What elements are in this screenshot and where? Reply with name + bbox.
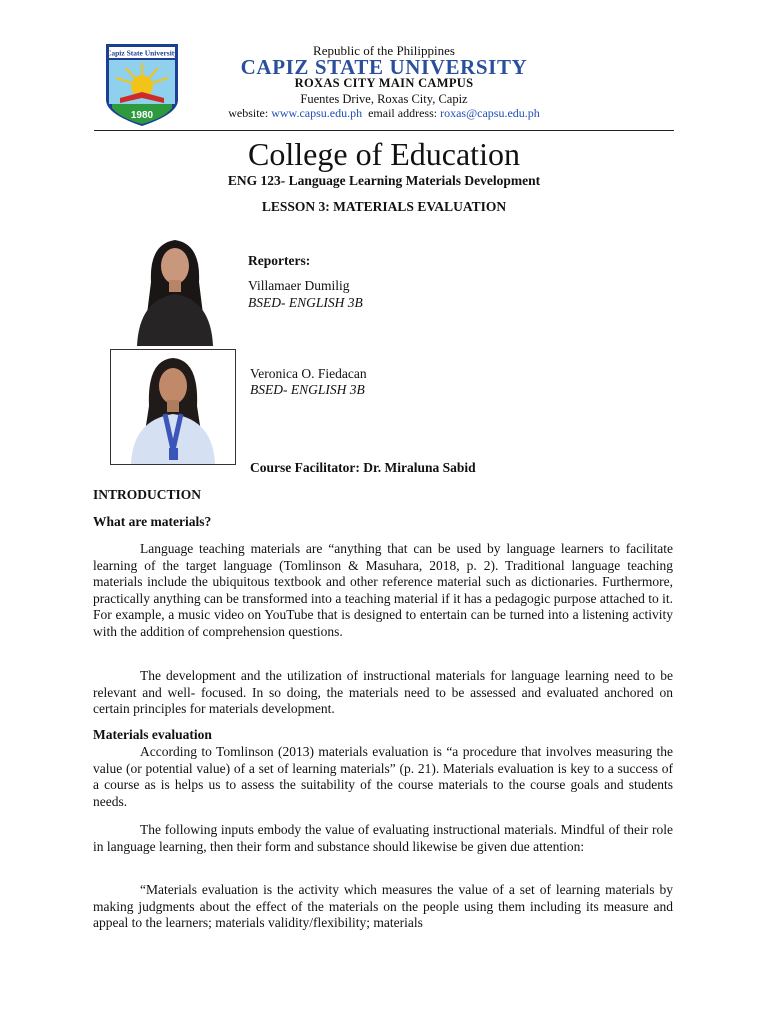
logo-year: 1980 [130, 110, 154, 121]
reporters-heading: Reporters: [248, 253, 311, 268]
reporter-1-name: Villamaer Dumilig [248, 278, 350, 293]
paragraph-inputs: The following inputs embody the value of evaluating instructional materials. Mindful of their role in language learning, then their form and substance should likewise be given due attention: [93, 822, 673, 854]
website-link[interactable]: www.capsu.edu.ph [271, 106, 363, 120]
reporter-2-name: Veronica O. Fiedacan [250, 366, 367, 381]
logo-text: Capiz State University [105, 48, 179, 58]
reporter-photo-2 [110, 349, 236, 465]
course-title: ENG 123- Language Learning Materials Development [227, 173, 541, 188]
campus-name: ROXAS CITY MAIN CAMPUS [294, 76, 474, 90]
paragraph-tomlinson: According to Tomlinson (2013) materials evaluation is “a procedure that involves measuring the value (or potential value) of a set of learning materials” (p. 21). Materials evaluation is key to a success of a course as is helps us to assess the suitability of the course materials to the course goals and students needs. [93, 744, 673, 809]
reporter-1-program: BSED- ENGLISH 3B [248, 295, 363, 310]
introduction-heading: INTRODUCTION [93, 487, 202, 502]
header-divider [94, 130, 674, 131]
contact-line [200, 106, 568, 121]
paragraph-materials-definition: Language teaching materials are “anything that can be used by language learners to facilitate learning of the target language (Tomlinson & Masuhara, 2018, p. 2). Traditional language teaching materials include the ubiquitous textbook and other reference material such as dictionaries. Furthermore, practically anything can be transformed into a teaching material if it has a pedagogic purpose attached to it. For example, a music video on YouTube that is designed to entertain can be turned into a listening activity with the addition of comprehension questions. [93, 541, 673, 639]
website-label: website: [228, 106, 272, 120]
university-name: CAPIZ STATE UNIVERSITY [240, 55, 528, 79]
paragraph-quote: “Materials evaluation is the activity which measures the value of a set of learning materials by making judgments about the effect of the materials on the people using them including its measure and appeal to the learners; materials validity/flexibility; materials [93, 882, 673, 930]
course-facilitator: Course Facilitator: Dr. Miraluna Sabid [250, 460, 476, 475]
email-link[interactable]: roxas@capsu.edu.ph [440, 106, 540, 120]
college-title: College of Education [248, 136, 520, 172]
what-are-materials-heading: What are materials? [93, 514, 212, 529]
university-logo [104, 42, 180, 128]
campus-address: Fuentes Drive, Roxas City, Capiz [300, 92, 468, 106]
materials-evaluation-heading: Materials evaluation [93, 727, 212, 742]
lesson-title: LESSON 3: MATERIALS EVALUATION [261, 199, 507, 214]
email-label: email address: [368, 106, 441, 120]
republic-line: Republic of the Philippines [313, 43, 455, 58]
reporter-2-program: BSED- ENGLISH 3B [250, 382, 365, 397]
reporter-photo-1 [133, 234, 217, 346]
paragraph-development: The development and the utilization of instructional materials for language learning need to be relevant and well- focused. In so doing, the materials need to be assessed and evaluated anchored on certain principles for materials development. [93, 668, 673, 716]
